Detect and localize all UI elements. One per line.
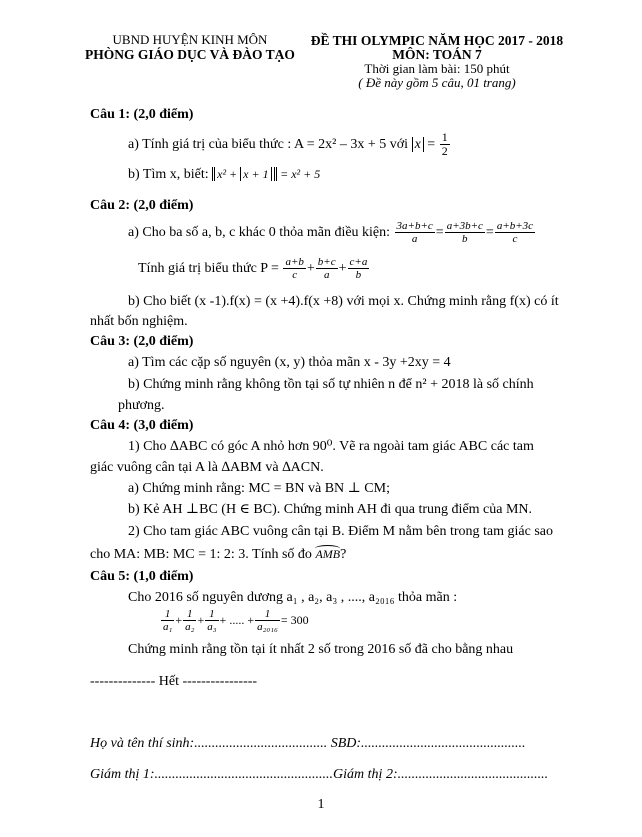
frac-num: 3a+b+c [396, 220, 433, 232]
page-number: 1 [317, 797, 325, 812]
frac-num: 1 [255, 608, 280, 621]
q5-line3: Chứng minh rằng tồn tại ít nhất 2 số trong 2016 số đã cho bằng nhau [128, 642, 514, 657]
q4-part2-line2 [90, 545, 346, 563]
frac-den: a₁ [163, 621, 173, 634]
frac-num: a+b [285, 256, 304, 268]
q4-part1-line2: giác vuông cân tại A là ∆ABM và ∆ACN. [90, 460, 324, 475]
frac-den: c [512, 233, 518, 246]
q1-a-fraction [440, 131, 450, 158]
q2-p-frac-1 [283, 256, 305, 281]
q5-frac-1 [161, 608, 174, 633]
q4-p2-end: ? [340, 547, 347, 562]
exam-duration: Thời gian làm bài: 150 phút [364, 61, 510, 76]
q2-p-frac-3 [348, 256, 370, 281]
q3-part-b-line1: b) Chứng minh rằng không tồn tại số tự nhiên n để n² + 2018 là số chính [128, 377, 534, 392]
q2-title: Câu 2: (2,0 điểm) [90, 198, 194, 213]
q2-expression-p: Tính giá trị biểu thức P = $\frac{a+b}{c}$ + $\frac{b+c}{a}$ + $\frac{c+a}{b}$ [138, 256, 368, 282]
frac-den: 2 [441, 144, 448, 159]
q5-frac-4 [255, 608, 280, 633]
q4-part-a: a) Chứng minh rằng: MC = BN và BN ⊥ CM; [128, 481, 390, 496]
q4-part-b: b) Kẻ AH ⊥BC (H ∈ BC). Chứng minh AH đi qua trung điểm của MN. [128, 502, 533, 517]
exam-note: ( Đề này gồm 5 câu, 01 trang) [358, 75, 516, 90]
candidate-info-line: Họ và tên thí sinh:...................................... SBD:............................................... [90, 736, 526, 751]
frac-num: a+3b+c [446, 220, 483, 232]
q1-b-outer-abs [212, 167, 276, 181]
frac-num: 1 [205, 608, 218, 621]
q2-frac-1 [395, 220, 435, 245]
q1-a-text: a) Tính giá trị của biểu thức : A = 2x² – 3x + 5 với [128, 136, 409, 152]
q3-part-a: a) Tìm các cặp số nguyên (x, y) thỏa mãn x - 3y +2xy = 4 [128, 355, 451, 370]
frac-den: a [411, 233, 418, 246]
q1-abs-x: x [412, 137, 424, 152]
q1-b-rhs: = x² + 5 [280, 167, 321, 181]
frac-num: b+c [317, 256, 336, 268]
frac-den: a₃ [207, 621, 217, 634]
q3-title: Câu 3: (2,0 điểm) [90, 334, 194, 349]
frac-den: a₂ [185, 621, 195, 634]
q2-part-a: a) Cho ba số a, b, c khác 0 thỏa mãn điều kiện: $\frac{3a+b+c}{a}$ = $\frac{a+3b+c}{b}$ = $\frac{a+b+3c}{c}$ [128, 220, 534, 246]
q1-part-b [128, 167, 320, 183]
frac-num: a+b+3c [496, 220, 534, 232]
q1-b-inner-abs: x + 1 [240, 167, 271, 181]
q2-frac-2 [445, 220, 485, 245]
frac-den: c [292, 269, 298, 282]
q5-frac-3 [205, 608, 218, 633]
frac-num: 1 [183, 608, 196, 621]
q5-frac-2 [183, 608, 196, 633]
q1-part-a [128, 131, 451, 158]
q4-angle-amb: AMB [315, 547, 341, 561]
frac-den: a₂₀₁₆ [257, 621, 278, 634]
sum-dots: + ..... + [219, 612, 255, 627]
end-marker: -------------- Hết ---------------- [90, 674, 258, 689]
q4-p2-text: cho MA: MB: MC = 1: 2: 3. Tính số đo [90, 547, 312, 562]
q2-part-b-line1: b) Cho biết (x -1).f(x) = (x +4).f(x +8) với mọi x. Chứng minh rằng f(x) có ít [128, 294, 559, 309]
q1-b-text: b) Tìm x, biết: [128, 167, 209, 182]
q5-title: Câu 5: (1,0 điểm) [90, 569, 194, 584]
q2-frac-3 [495, 220, 535, 245]
header-district: UBND HUYỆN KINH MÔN [112, 32, 268, 47]
q5-line1: Cho 2016 số nguyên dương a₁ , a₂, a₃ , ...., a₂₀₁₆ thỏa mãn : [128, 590, 458, 605]
frac-den: a [323, 269, 330, 282]
plus-sign: + [175, 612, 183, 627]
sum-rhs: = 300 [280, 612, 309, 627]
q1-a-eq: = [427, 136, 436, 152]
frac-den: b [355, 269, 362, 282]
q2-p-frac-2 [316, 256, 338, 281]
frac-num: c+a [349, 256, 368, 268]
frac-num: 1 [441, 130, 448, 144]
q2-part-b-line2: nhất bốn nghiệm. [90, 314, 188, 329]
q2-a-text: a) Cho ba số a, b, c khác 0 thỏa mãn điều kiện: [128, 224, 391, 240]
exam-title: ĐỀ THI OLYMPIC NĂM HỌC 2017 - 2018 [310, 33, 564, 48]
q4-part1-line1: 1) Cho ∆ABC có góc A nhỏ hơn 90⁰. Vẽ ra ngoài tam giác ABC các tam [128, 439, 534, 454]
q1-b-x2: x² + [217, 167, 238, 181]
q3-part-b-line2: phương. [118, 398, 165, 413]
q2-p-text: Tính giá trị biểu thức P = [138, 260, 279, 276]
q4-title: Câu 4: (3,0 điểm) [90, 418, 194, 433]
header-department: PHÒNG GIÁO DỤC VÀ ĐÀO TẠO [85, 47, 295, 62]
frac-den: b [462, 233, 468, 246]
exam-subject: MÔN: TOÁN 7 [392, 47, 482, 62]
plus-sign: + [197, 612, 205, 627]
proctor-signature-line: Giám thị 1:...................................................Giám thị 2:........................................... [90, 767, 549, 782]
q4-part2-line1: 2) Cho tam giác ABC vuông cân tại B. Điểm M nằm bên trong tam giác sao [128, 524, 553, 539]
frac-num: 1 [161, 608, 174, 621]
q5-sum-equation [160, 608, 309, 633]
q1-title: Câu 1: (2,0 điểm) [90, 107, 194, 122]
